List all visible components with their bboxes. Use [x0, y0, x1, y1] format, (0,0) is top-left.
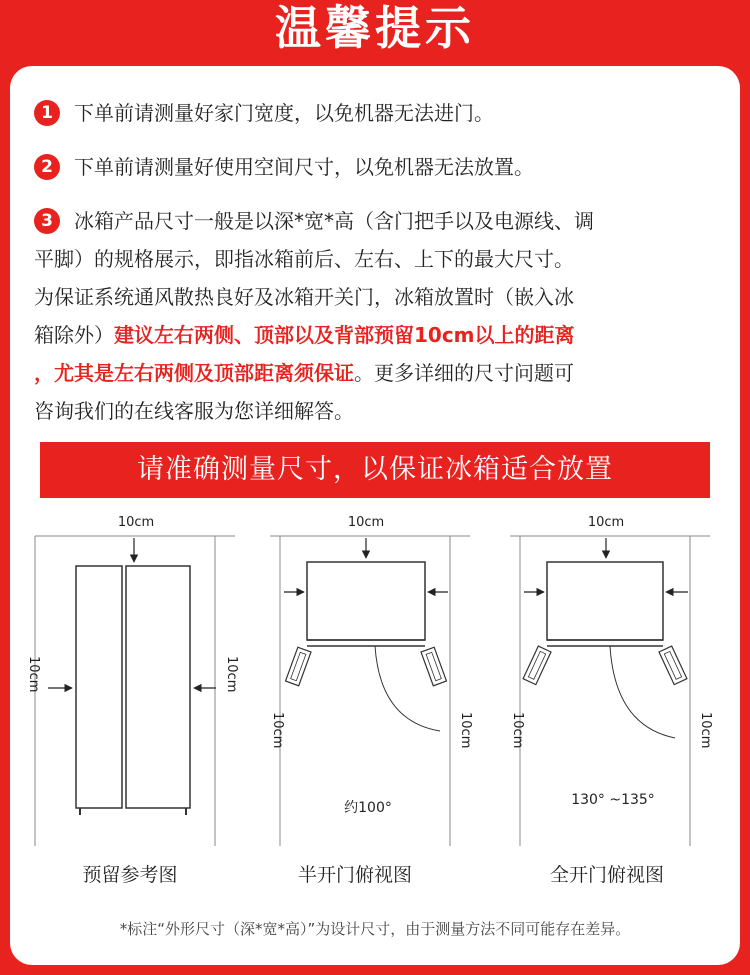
measure-banner: 请准确测量尺寸，以保证冰箱适合放置: [40, 442, 710, 498]
half-open-caption: 半开门俯视图: [297, 864, 413, 886]
full-open-fridge-body: [547, 562, 663, 640]
full-open-right-door: [659, 646, 687, 685]
tip-3-line-5b: 。更多详细的尺寸问题可: [354, 361, 574, 385]
footnote: *标注“外形尺寸（深*宽*高）”为设计尺寸，由于测量方法不同可能存在差异。: [119, 920, 631, 938]
reference-caption: 预留参考图: [82, 864, 178, 886]
tip-3-highlight-2: ，尤其是左右两侧及顶部距离须保证: [34, 361, 354, 385]
half-open-top-gap: 10cm: [347, 515, 385, 530]
tip-3-line-2: 平脚）的规格展示，即指冰箱前后、左右、上下的最大尺寸。: [34, 247, 574, 271]
half-open-angle: 约100°: [344, 800, 392, 816]
fridge-right-door: [126, 566, 190, 808]
full-open-angle: 130° ~135°: [571, 792, 655, 808]
full-open-right-gap: 10cm: [698, 712, 713, 749]
tip-3-line-1: 冰箱产品尺寸一般是以深*宽*高（含门把手以及电源线、调: [74, 209, 594, 233]
placement-diagrams: [10, 506, 740, 906]
tip-2: [34, 148, 716, 186]
full-open-top-gap: 10cm: [587, 515, 625, 530]
tip-text-2: 下单前请测量好使用空间尺寸，以免机器无法放置。: [74, 155, 534, 179]
half-open-fridge-body: [307, 562, 425, 640]
tip-3-line-4a: 箱除外）: [34, 323, 114, 347]
tip-number-3: 3: [34, 208, 60, 234]
page-title: 温馨提示: [275, 1, 475, 55]
diagram-reference: [26, 515, 239, 886]
tip-3: [34, 202, 716, 430]
tip-number-1: 1: [34, 100, 60, 126]
tip-number-2: 2: [34, 154, 60, 180]
full-open-left-door: [523, 646, 551, 685]
full-open-left-gap: 10cm: [510, 712, 525, 749]
fridge-left-door: [76, 566, 122, 808]
half-open-left-gap: 10cm: [270, 712, 285, 749]
reference-right-gap: 10cm: [224, 656, 239, 693]
diagram-full-open: [510, 515, 713, 886]
full-open-caption: 全开门俯视图: [549, 864, 665, 886]
tip-3-highlight-1: 建议左右两侧、顶部以及背部预留10cm以上的距离: [114, 323, 575, 347]
reference-left-gap: 10cm: [26, 656, 41, 693]
tip-3-line-3: 为保证系统通风散热良好及冰箱开关门，冰箱放置时（嵌入冰: [34, 285, 574, 309]
half-open-right-gap: 10cm: [458, 712, 473, 749]
half-open-right-door: [421, 647, 446, 686]
tip-3-line-6: 咨询我们的在线客服为您详细解答。: [34, 399, 354, 423]
reference-top-gap: 10cm: [117, 515, 155, 530]
half-open-left-door: [286, 647, 311, 686]
tips-card: [10, 66, 740, 965]
tip-1: [34, 94, 716, 132]
tip-text-1: 下单前请测量好家门宽度，以免机器无法进门。: [74, 101, 494, 125]
diagram-half-open: [270, 515, 473, 886]
